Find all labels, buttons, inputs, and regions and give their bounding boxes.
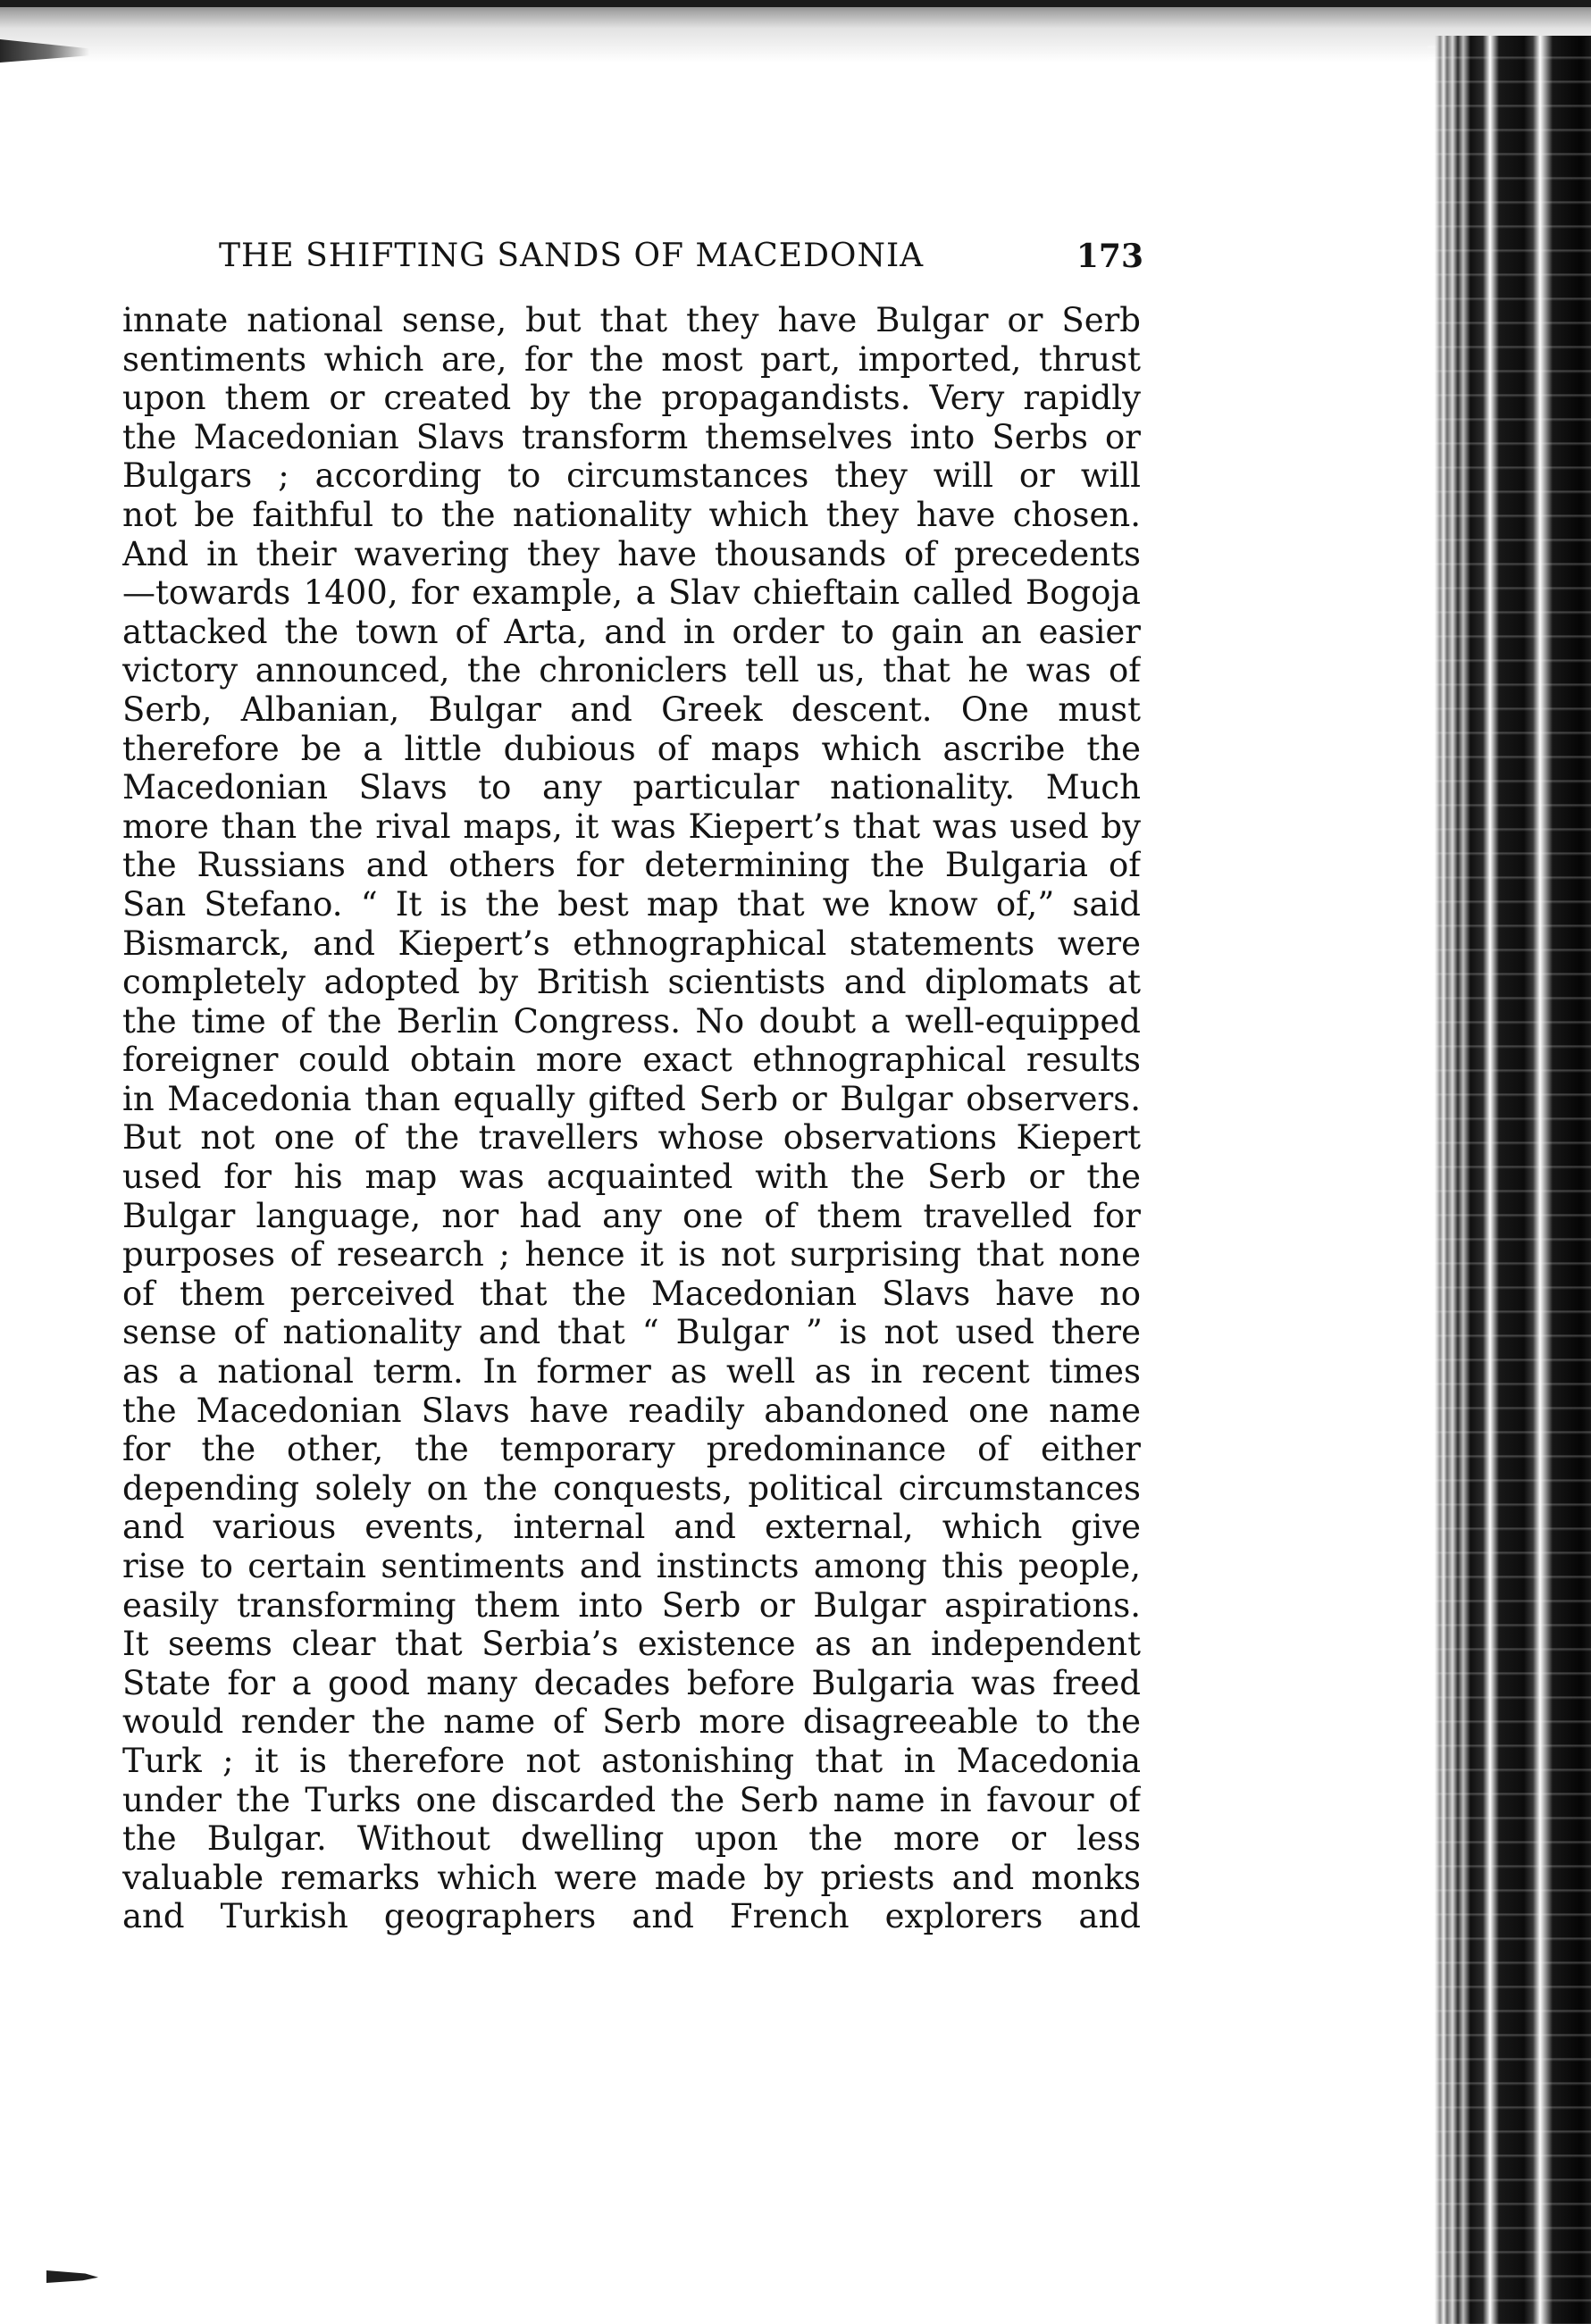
text-line: the Macedonian Slavs have readily abandoned one name bbox=[122, 1391, 1141, 1430]
page-header bbox=[219, 235, 1143, 278]
running-title: THE SHIFTING SANDS OF MACEDONIA bbox=[219, 238, 925, 274]
text-line: State for a good many decades before Bulgaria was freed bbox=[122, 1663, 1141, 1702]
text-line: of them perceived that the Macedonian Slavs have no bbox=[122, 1274, 1141, 1313]
text-line: Bulgar language, nor had any one of them travelled for bbox=[122, 1196, 1141, 1235]
text-line: the time of the Berlin Congress. No doubt a well-equipped bbox=[122, 1001, 1141, 1041]
text-line: attacked the town of Arta, and in order to gain an easier bbox=[122, 612, 1141, 651]
text-line: depending solely on the conquests, political circumstances bbox=[122, 1468, 1141, 1508]
text-line: completely adopted by British scientists and diplomats at bbox=[122, 963, 1141, 1002]
text-line: foreigner could obtain more exact ethnographical results bbox=[122, 1041, 1141, 1080]
text-line: Serb, Albanian, Bulgar and Greek descent. One must bbox=[122, 690, 1141, 729]
text-line: innate national sense, but that they have Bulgar or Serb bbox=[122, 301, 1141, 339]
text-line: for the other, the temporary predominance of either bbox=[122, 1430, 1141, 1469]
text-line: as a national term. In former as well as in recent times bbox=[122, 1352, 1141, 1392]
text-line: the Macedonian Slavs transform themselves into Serbs or bbox=[122, 417, 1141, 456]
text-line: more than the rival maps, it was Kiepert’s that was used by bbox=[122, 807, 1141, 846]
text-line: would render the name of Serb more disagreeable to the bbox=[122, 1702, 1141, 1742]
text-line: in Macedonia than equally gifted Serb or Bulgar observers. bbox=[122, 1079, 1141, 1118]
text-line: the Bulgar. Without dwelling upon the more or less bbox=[122, 1819, 1141, 1859]
text-line: not be faithful to the nationality which they have chosen. bbox=[122, 495, 1141, 534]
signature-mark bbox=[46, 2270, 98, 2283]
text-line: purposes of research ; hence it is not surprising that none bbox=[122, 1235, 1141, 1275]
text-line: San Stefano. “ It is the best map that we know of,” said bbox=[122, 884, 1141, 924]
text-line: It seems clear that Serbia’s existence as an independent bbox=[122, 1625, 1141, 1664]
text-line: sentiments which are, for the most part, imported, thrust bbox=[122, 339, 1141, 379]
text-line: and Turkish geographers and French explorers and bbox=[122, 1897, 1141, 1936]
text-line: —towards 1400, for example, a Slav chieftain called Bogoja bbox=[122, 573, 1141, 613]
page-number: 173 bbox=[1076, 238, 1143, 275]
top-scan-shadow bbox=[0, 0, 1591, 63]
text-line: upon them or created by the propagandists. Very rapidly bbox=[122, 379, 1141, 418]
top-scan-edge bbox=[0, 0, 1591, 7]
text-line: But not one of the travellers whose observations Kiepert bbox=[122, 1118, 1141, 1158]
text-line: under the Turks one discarded the Serb name in favour of bbox=[122, 1780, 1141, 1819]
text-line: And in their wavering they have thousands of precedents bbox=[122, 534, 1141, 573]
text-line: Turk ; it is therefore not astonishing that in Macedonia bbox=[122, 1741, 1141, 1780]
text-line: victory announced, the chroniclers tell us, that he was of bbox=[122, 651, 1141, 690]
text-line: sense of nationality and that “ Bulgar ” is not used there bbox=[122, 1313, 1141, 1352]
text-line: Bismarck, and Kiepert’s ethnographical statements were bbox=[122, 924, 1141, 963]
body-text bbox=[122, 301, 1141, 1936]
book-page-edges-texture bbox=[1428, 36, 1591, 2324]
text-line: valuable remarks which were made by priests and monks bbox=[122, 1858, 1141, 1897]
text-line: therefore be a little dubious of maps which ascribe the bbox=[122, 729, 1141, 768]
text-line: Macedonian Slavs to any particular nationality. Much bbox=[122, 768, 1141, 807]
text-line: and various events, internal and external, which give bbox=[122, 1508, 1141, 1547]
text-line: rise to certain sentiments and instincts among this people, bbox=[122, 1547, 1141, 1585]
text-line: used for his map was acquainted with the Serb or the bbox=[122, 1158, 1141, 1197]
text-line: Bulgars ; according to circumstances they will or will bbox=[122, 456, 1141, 496]
text-line: easily transforming them into Serb or Bulgar aspirations. bbox=[122, 1585, 1141, 1625]
text-line: the Russians and others for determining the Bulgaria of bbox=[122, 846, 1141, 885]
